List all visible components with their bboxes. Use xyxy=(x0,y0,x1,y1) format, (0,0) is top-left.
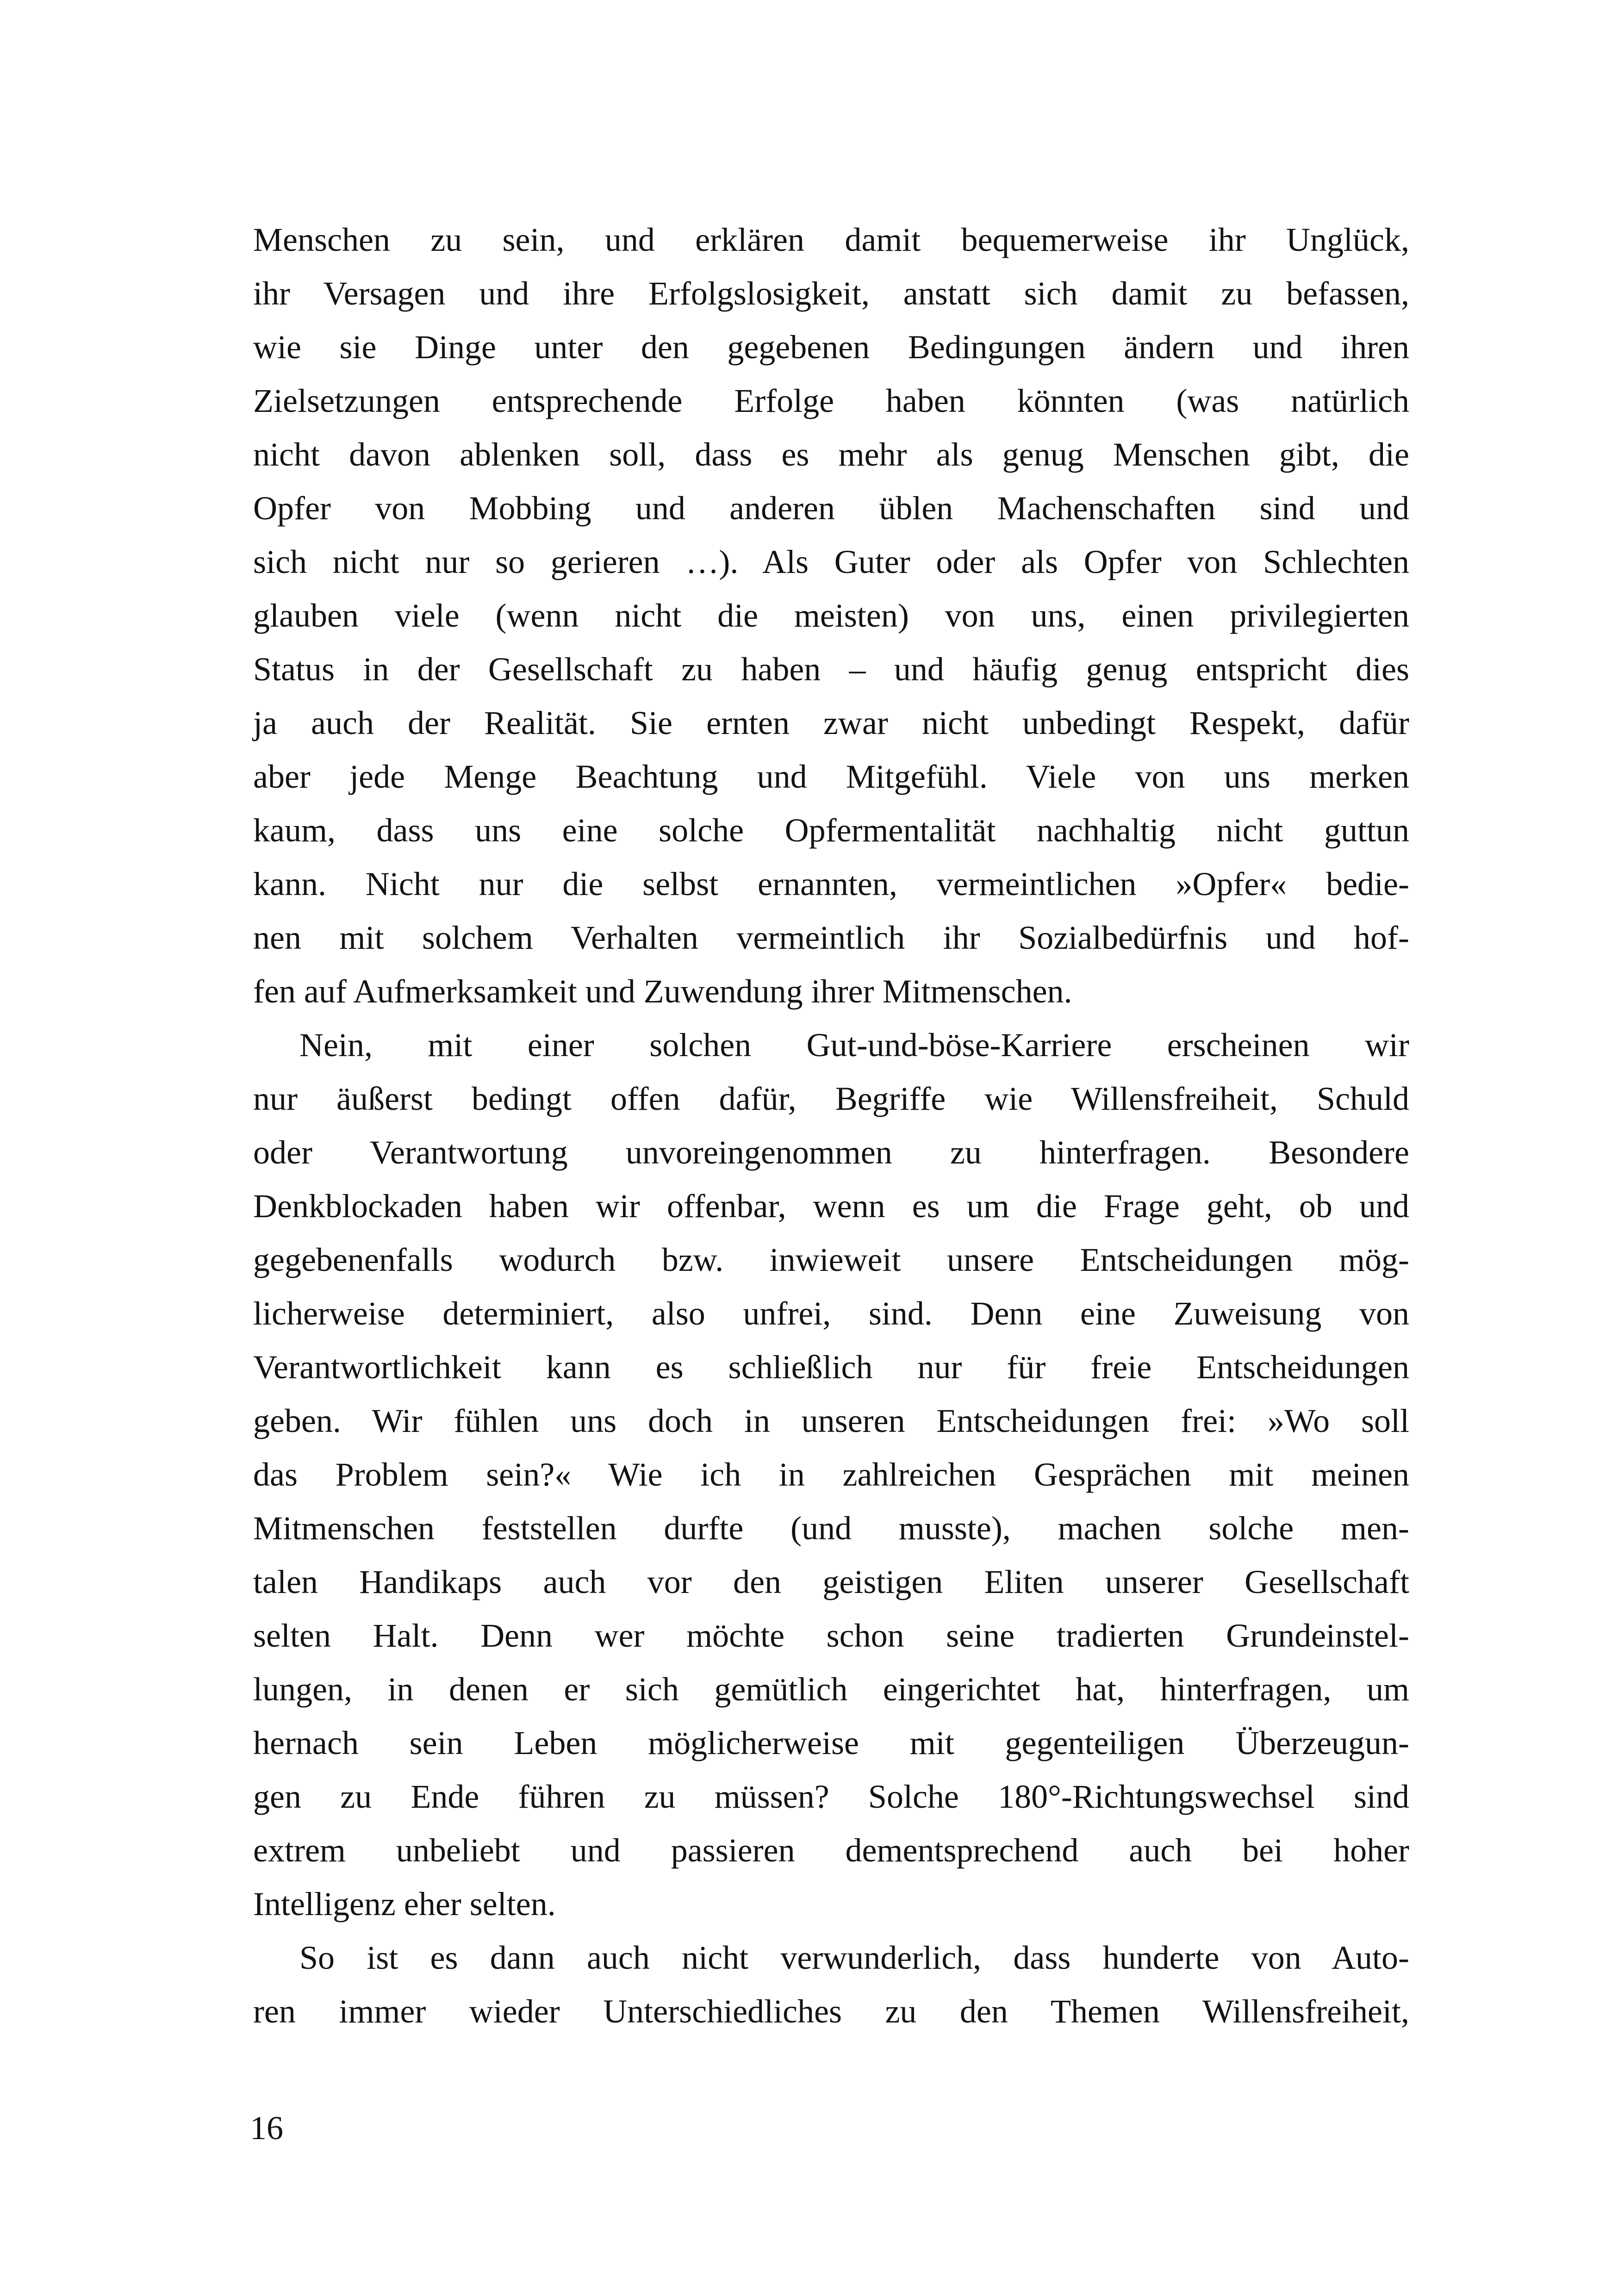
text-line: sich nicht nur so gerieren …). Als Guter oder als Opfer von Schlechten xyxy=(253,543,1409,580)
text-line: Zielsetzungen entsprechende Erfolge haben könnten (was natürlich xyxy=(253,382,1409,419)
text-line: kaum, dass uns eine solche Opfermentalität nachhaltig nicht guttun xyxy=(253,812,1409,849)
page-number: 16 xyxy=(250,2109,283,2147)
text-line: nen mit solchem Verhalten vermeintlich ihr Sozialbedürfnis und hof- xyxy=(253,919,1409,956)
text-line: extrem unbeliebt und passieren dementsprechend auch bei hoher xyxy=(253,1832,1409,1869)
text-line: kann. Nicht nur die selbst ernannten, vermeintlichen »Opfer« bedie- xyxy=(253,865,1409,902)
text-line: Verantwortlichkeit kann es schließlich nur für freie Entscheidungen xyxy=(253,1349,1409,1386)
text-line: licherweise determiniert, also unfrei, sind. Denn eine Zuweisung von xyxy=(253,1295,1409,1332)
text-line: nur äußerst bedingt offen dafür, Begriffe wie Willensfreiheit, Schuld xyxy=(253,1080,1409,1117)
text-line: oder Verantwortung unvoreingenommen zu hinterfragen. Besondere xyxy=(253,1134,1409,1171)
text-line: lungen, in denen er sich gemütlich eingerichtet hat, hinterfragen, um xyxy=(253,1671,1409,1708)
text-line: ja auch der Realität. Sie ernten zwar nicht unbedingt Respekt, dafür xyxy=(253,704,1409,741)
text-line: ihr Versagen und ihre Erfolgslosigkeit, anstatt sich damit zu befassen, xyxy=(253,275,1409,312)
text-line: aber jede Menge Beachtung und Mitgefühl. Viele von uns merken xyxy=(253,758,1409,795)
text-line: Menschen zu sein, und erklären damit bequemerweise ihr Unglück, xyxy=(253,221,1409,258)
text-line: Opfer von Mobbing und anderen üblen Machenschaften sind und xyxy=(253,490,1409,527)
text-line: Denkblockaden haben wir offenbar, wenn es um die Frage geht, ob und xyxy=(253,1188,1409,1225)
text-line: glauben viele (wenn nicht die meisten) von uns, einen privilegierten xyxy=(253,597,1409,634)
text-line: Status in der Gesellschaft zu haben – und häufig genug entspricht dies xyxy=(253,651,1409,688)
text-line: So ist es dann auch nicht verwunderlich, dass hunderte von Auto- xyxy=(299,1939,1409,1976)
text-line: Intelligenz eher selten. xyxy=(253,1885,556,1923)
text-line: wie sie Dinge unter den gegebenen Bedingungen ändern und ihren xyxy=(253,329,1409,366)
text-line: gen zu Ende führen zu müssen? Solche 180°-Richtungswechsel sind xyxy=(253,1778,1409,1815)
text-line: geben. Wir fühlen uns doch in unseren Entscheidungen frei: »Wo soll xyxy=(253,1402,1409,1439)
text-line: selten Halt. Denn wer möchte schon seine tradierten Grundeinstel- xyxy=(253,1617,1409,1654)
text-line: talen Handikaps auch vor den geistigen Eliten unserer Gesellschaft xyxy=(253,1563,1409,1600)
text-line: das Problem sein?« Wie ich in zahlreichen Gesprächen mit meinen xyxy=(253,1456,1409,1493)
text-line: Nein, mit einer solchen Gut-und-böse-Karriere erscheinen wir xyxy=(299,1027,1409,1064)
body-text-block xyxy=(253,213,1409,2038)
text-line: gegebenenfalls wodurch bzw. inwieweit unsere Entscheidungen mög- xyxy=(253,1241,1409,1278)
text-line: hernach sein Leben möglicherweise mit gegenteiligen Überzeugun- xyxy=(253,1724,1409,1761)
text-line: nicht davon ablenken soll, dass es mehr als genug Menschen gibt, die xyxy=(253,436,1409,473)
text-line: fen auf Aufmerksamkeit und Zuwendung ihrer Mitmenschen. xyxy=(253,973,1072,1010)
text-line: Mitmenschen feststellen durfte (und musste), machen solche men- xyxy=(253,1510,1409,1547)
text-line: ren immer wieder Unterschiedliches zu den Themen Willensfreiheit, xyxy=(253,1993,1409,2030)
